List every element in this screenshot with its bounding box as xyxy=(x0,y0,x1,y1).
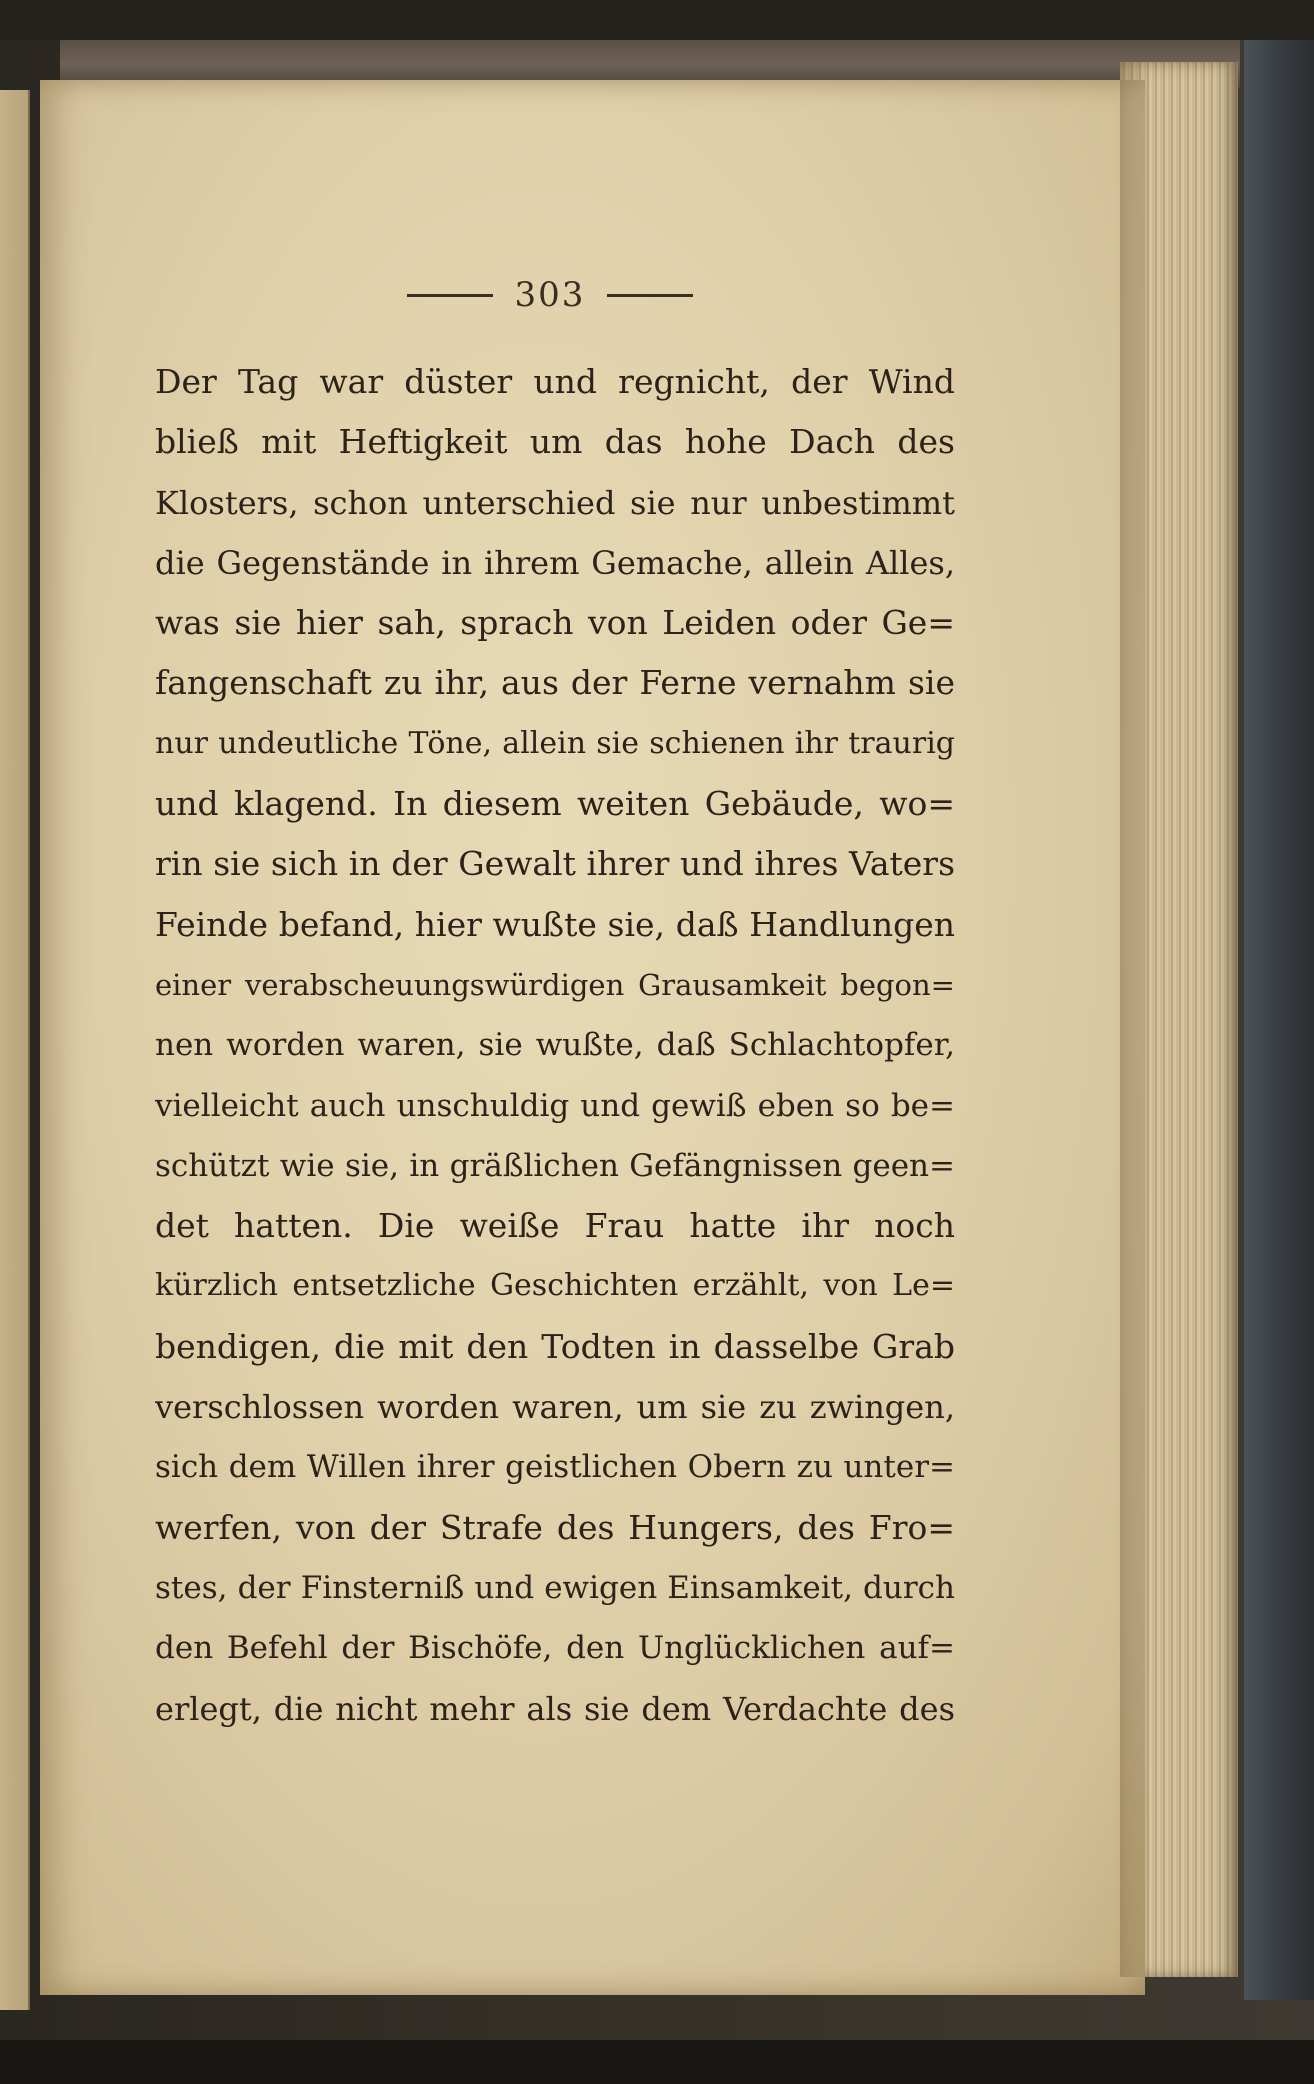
text-line: erlegt, die nicht mehr als sie dem Verdachte des xyxy=(155,1689,955,1728)
cover-right-edge xyxy=(1244,40,1314,2000)
text-line: bendigen, die mit den Todten in dasselbe Grab xyxy=(155,1326,955,1366)
header-rule-right xyxy=(607,294,693,297)
text-line: verschlossen worden waren, um sie zu zwingen, xyxy=(155,1388,955,1427)
text-line: den Befehl der Bischöfe, den Unglücklichen auf= xyxy=(155,1630,955,1667)
text-line: und klagend. In diesem weiten Gebäude, wo= xyxy=(155,784,955,824)
text-line: fangenschaft zu ihr, aus der Ferne vernahm sie xyxy=(155,663,955,703)
text-line: nur undeutliche Töne, allein sie schienen ihr traurig xyxy=(155,725,955,761)
text-line: sich dem Willen ihrer geistlichen Obern zu unter= xyxy=(155,1449,955,1486)
page-gutter-shadow xyxy=(1120,62,1150,1977)
text-line: werfen, von der Strafe des Hungers, des Fro= xyxy=(155,1507,955,1547)
text-line: det hatten. Die weiße Frau hatte ihr noch xyxy=(155,1206,955,1246)
text-line: vielleicht auch unschuldig und gewiß eben so be= xyxy=(155,1087,955,1124)
text-line: rin sie sich in der Gewalt ihrer und ihres Vaters xyxy=(155,844,955,884)
text-line: Klosters, schon unterschied sie nur unbestimmt xyxy=(155,483,955,522)
text-line: stes, der Finsterniß und ewigen Einsamkeit, durch xyxy=(155,1569,955,1606)
page-header xyxy=(390,270,710,320)
body-text xyxy=(155,352,955,1739)
text-line: die Gegenstände in ihrem Gemache, allein Alles, xyxy=(155,543,955,582)
text-line: schützt wie sie, in gräßlichen Gefängnissen geen= xyxy=(155,1147,955,1184)
text-line: kürzlich entsetzliche Geschichten erzählt, von Le= xyxy=(155,1268,955,1304)
page-number: 303 xyxy=(514,275,586,315)
text-line: nen worden waren, sie wußte, daß Schlachtopfer, xyxy=(155,1027,955,1064)
text-line: einer verabscheuungswürdigen Grausamkeit begon= xyxy=(155,967,955,1002)
text-line: Feinde befand, hier wußte sie, daß Handlungen xyxy=(155,904,955,944)
left-page-edge xyxy=(0,90,30,2010)
text-line: Der Tag war düster und regnicht, der Wind xyxy=(155,362,955,401)
text-line: bließ mit Heftigkeit um das hohe Dach des xyxy=(155,422,955,462)
text-line: was sie hier sah, sprach von Leiden oder Ge= xyxy=(155,603,955,643)
header-rule-left xyxy=(407,294,493,297)
